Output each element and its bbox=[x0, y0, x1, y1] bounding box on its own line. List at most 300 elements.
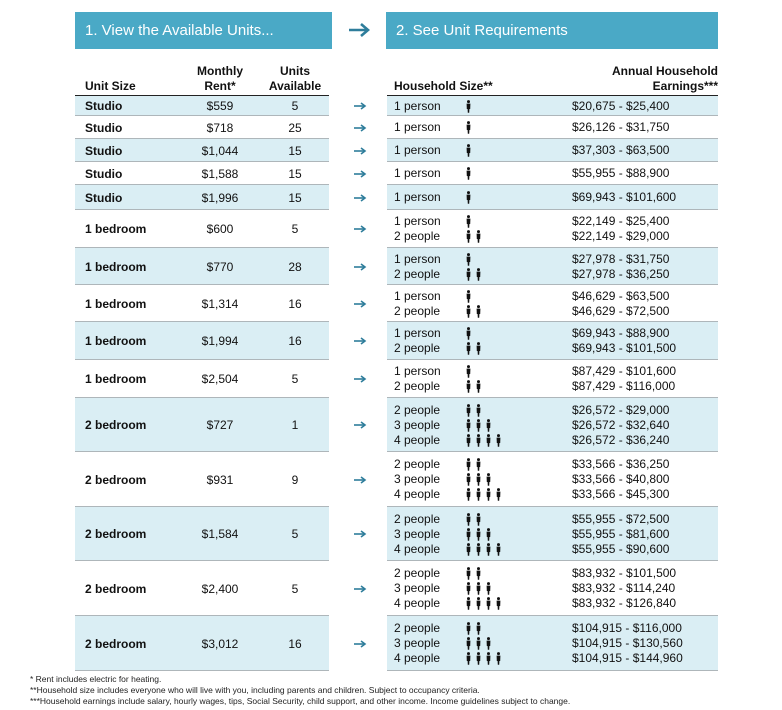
units-available: 28 bbox=[288, 259, 302, 274]
household-size: 1 person bbox=[394, 98, 441, 113]
person-icon bbox=[476, 419, 481, 432]
header-annual-earnings bbox=[568, 64, 718, 94]
person-icon bbox=[476, 434, 481, 447]
person-icon bbox=[466, 144, 471, 157]
footnote-earnings: ***Household earnings include salary, hourly wages, tips, Social Security, child support, and other income. Income guidelines subject to change. bbox=[30, 696, 571, 706]
household-figures bbox=[466, 527, 506, 542]
row-arrow bbox=[350, 561, 370, 616]
household-size: 3 people bbox=[394, 526, 441, 541]
household-size: 4 people bbox=[394, 596, 441, 610]
household-size-list bbox=[394, 398, 440, 452]
household-earnings: $104,915 - $144,960 bbox=[572, 651, 683, 665]
household-figures-list bbox=[466, 398, 506, 452]
row-arrow bbox=[350, 139, 370, 162]
person-icon bbox=[466, 513, 471, 526]
earnings-list bbox=[572, 210, 669, 248]
household-earnings: $37,303 - $63,500 bbox=[572, 143, 670, 157]
unit-size: Studio bbox=[85, 166, 123, 181]
household-earnings: $22,149 - $25,400 bbox=[572, 214, 670, 228]
row-arrow bbox=[350, 507, 370, 561]
arrow-right-icon bbox=[353, 123, 367, 133]
household-earnings: $26,126 - $31,750 bbox=[572, 120, 670, 134]
header-annual-earnings-line1: Annual Household bbox=[612, 64, 718, 78]
household-figures bbox=[466, 512, 506, 527]
person-icon bbox=[476, 597, 481, 610]
person-icon bbox=[466, 342, 471, 355]
household-size: 4 people bbox=[394, 487, 441, 501]
household-figures bbox=[466, 596, 506, 611]
arrow-right-icon bbox=[353, 169, 367, 179]
units-available: 25 bbox=[288, 120, 302, 135]
table-row bbox=[0, 507, 782, 561]
household-figures-list bbox=[466, 616, 506, 671]
person-icon bbox=[476, 230, 481, 243]
earnings-list bbox=[572, 116, 669, 139]
header-monthly-rent-line2: Rent* bbox=[204, 79, 236, 93]
household-figures bbox=[466, 120, 476, 135]
person-icon bbox=[466, 191, 471, 204]
table-row bbox=[0, 616, 782, 671]
arrow-right-icon bbox=[353, 336, 367, 346]
household-size: 1 person bbox=[394, 288, 441, 303]
person-icon bbox=[466, 167, 471, 180]
earnings-list bbox=[572, 616, 683, 671]
monthly-rent: $727 bbox=[206, 418, 234, 432]
household-size: 1 person bbox=[394, 120, 441, 134]
person-icon bbox=[486, 652, 491, 665]
arrow-right-icon bbox=[353, 101, 367, 111]
person-icon bbox=[466, 419, 471, 432]
household-size: 2 people bbox=[394, 266, 441, 281]
units-available: 16 bbox=[288, 334, 302, 348]
unit-size: Studio bbox=[85, 190, 123, 205]
household-earnings: $33,566 - $36,250 bbox=[572, 457, 670, 471]
household-size: 1 person bbox=[394, 214, 441, 228]
household-figures-list bbox=[466, 139, 476, 162]
units-available: 15 bbox=[288, 190, 302, 205]
person-icon bbox=[476, 513, 481, 526]
household-figures bbox=[466, 457, 506, 472]
household-earnings: $27,978 - $36,250 bbox=[572, 266, 670, 281]
units-available: 15 bbox=[288, 143, 302, 158]
household-figures bbox=[466, 636, 506, 651]
household-size: 4 people bbox=[394, 541, 441, 556]
monthly-rent: $559 bbox=[206, 99, 234, 113]
header-monthly-rent-line1: Monthly bbox=[197, 64, 243, 78]
unit-size: Studio bbox=[85, 99, 123, 113]
units-available: 5 bbox=[291, 372, 299, 386]
person-icon bbox=[496, 488, 501, 501]
monthly-rent: $2,400 bbox=[201, 581, 239, 596]
table-row bbox=[0, 210, 782, 248]
arrow-right-icon bbox=[353, 374, 367, 384]
person-icon bbox=[476, 528, 481, 541]
household-figures bbox=[466, 214, 486, 229]
person-icon bbox=[466, 637, 471, 650]
earnings-list bbox=[572, 561, 676, 616]
household-figures bbox=[466, 566, 506, 581]
person-icon bbox=[476, 380, 481, 393]
household-figures bbox=[466, 433, 506, 448]
person-icon bbox=[466, 253, 471, 266]
household-size: 2 people bbox=[394, 511, 441, 526]
person-icon bbox=[466, 473, 471, 486]
footnote-household: **Household size includes everyone who will live with you, including parents and children. Subject to occupancy criteria. bbox=[30, 685, 480, 695]
unit-size: 1 bedroom bbox=[85, 372, 147, 386]
household-figures bbox=[466, 143, 476, 158]
units-available: 15 bbox=[288, 166, 302, 181]
household-size: 4 people bbox=[394, 432, 441, 447]
household-size-list bbox=[394, 322, 441, 360]
table-row bbox=[0, 561, 782, 616]
household-figures-list bbox=[466, 185, 476, 210]
household-size-list bbox=[394, 116, 441, 139]
household-size: 2 people bbox=[394, 457, 441, 471]
household-earnings: $104,915 - $116,000 bbox=[572, 621, 682, 635]
person-icon bbox=[466, 380, 471, 393]
person-icon bbox=[476, 458, 481, 471]
arrow-right-icon bbox=[353, 146, 367, 156]
person-icon bbox=[466, 597, 471, 610]
monthly-rent: $1,044 bbox=[201, 143, 239, 158]
row-arrow bbox=[350, 185, 370, 210]
person-icon bbox=[486, 528, 491, 541]
person-icon bbox=[466, 543, 471, 556]
header-unit-size: Unit Size bbox=[85, 79, 136, 93]
household-size-list bbox=[394, 96, 441, 116]
arrow-right-icon bbox=[353, 584, 367, 594]
household-size-list bbox=[394, 616, 440, 671]
household-earnings: $26,572 - $36,240 bbox=[572, 432, 670, 447]
table-row bbox=[0, 162, 782, 185]
units-available: 5 bbox=[291, 99, 299, 113]
arrow-right-icon bbox=[353, 529, 367, 539]
household-size: 2 people bbox=[394, 229, 441, 243]
household-size: 2 people bbox=[394, 621, 441, 635]
person-icon bbox=[466, 458, 471, 471]
person-icon bbox=[496, 652, 501, 665]
person-icon bbox=[466, 567, 471, 580]
household-earnings: $69,943 - $101,500 bbox=[572, 341, 677, 355]
person-icon bbox=[496, 543, 501, 556]
arrow-right-icon bbox=[353, 639, 367, 649]
household-size: 2 people bbox=[394, 379, 441, 393]
household-earnings: $22,149 - $29,000 bbox=[572, 229, 670, 243]
earnings-list bbox=[572, 96, 669, 116]
person-icon bbox=[476, 404, 481, 417]
unit-size: 2 bedroom bbox=[85, 581, 147, 596]
earnings-list bbox=[572, 398, 669, 452]
person-icon bbox=[496, 597, 501, 610]
household-earnings: $87,429 - $116,000 bbox=[572, 379, 676, 393]
household-figures-list bbox=[466, 322, 486, 360]
table-row bbox=[0, 248, 782, 285]
row-arrow bbox=[350, 285, 370, 322]
household-earnings: $26,572 - $32,640 bbox=[572, 417, 670, 432]
household-earnings: $83,932 - $114,240 bbox=[572, 581, 676, 595]
household-figures-list bbox=[466, 162, 476, 185]
table-row bbox=[0, 360, 782, 398]
household-earnings: $83,932 - $101,500 bbox=[572, 566, 677, 580]
monthly-rent: $3,012 bbox=[201, 636, 239, 651]
household-earnings: $33,566 - $45,300 bbox=[572, 487, 670, 501]
row-arrow bbox=[350, 322, 370, 360]
header-annual-earnings-line2: Earnings*** bbox=[652, 79, 718, 93]
unit-size: 1 bedroom bbox=[85, 222, 147, 236]
unit-size: Studio bbox=[85, 120, 123, 135]
row-arrow bbox=[350, 616, 370, 671]
person-icon bbox=[476, 488, 481, 501]
arrow-right-icon bbox=[353, 193, 367, 203]
row-arrow bbox=[350, 360, 370, 398]
person-icon bbox=[466, 404, 471, 417]
monthly-rent: $1,996 bbox=[201, 190, 239, 205]
table-row bbox=[0, 116, 782, 139]
monthly-rent: $600 bbox=[206, 222, 234, 236]
unit-size: 1 bedroom bbox=[85, 334, 147, 348]
person-icon bbox=[466, 582, 471, 595]
person-icon bbox=[476, 652, 481, 665]
person-icon bbox=[466, 215, 471, 228]
person-icon bbox=[466, 121, 471, 134]
household-earnings: $55,955 - $88,900 bbox=[572, 166, 670, 180]
row-arrow bbox=[350, 96, 370, 116]
earnings-list bbox=[572, 322, 676, 360]
household-size: 2 people bbox=[394, 341, 441, 355]
household-size-list bbox=[394, 162, 441, 185]
person-icon bbox=[486, 473, 491, 486]
household-figures-list bbox=[466, 507, 506, 561]
household-size-list bbox=[394, 285, 441, 322]
person-icon bbox=[466, 365, 471, 378]
person-icon bbox=[466, 622, 471, 635]
unit-size: Studio bbox=[85, 143, 123, 158]
table-row bbox=[0, 139, 782, 162]
arrow-right-icon bbox=[346, 17, 372, 43]
units-available: 1 bbox=[291, 418, 299, 432]
household-size-list bbox=[394, 452, 440, 507]
household-figures-list bbox=[466, 360, 486, 398]
household-earnings: $46,629 - $63,500 bbox=[572, 288, 670, 303]
household-figures-list bbox=[466, 452, 506, 507]
earnings-list bbox=[572, 185, 676, 210]
units-available: 5 bbox=[291, 581, 299, 596]
person-icon bbox=[476, 473, 481, 486]
household-figures-list bbox=[466, 285, 486, 322]
household-size-list bbox=[394, 561, 440, 616]
table-row bbox=[0, 398, 782, 452]
person-icon bbox=[466, 327, 471, 340]
household-size: 3 people bbox=[394, 417, 441, 432]
household-figures bbox=[466, 621, 506, 636]
household-figures bbox=[466, 379, 486, 394]
banner-available-units bbox=[75, 12, 332, 49]
banner-unit-requirements-title: 2. See Unit Requirements bbox=[396, 22, 568, 39]
household-earnings: $26,572 - $29,000 bbox=[572, 402, 670, 417]
household-figures bbox=[466, 326, 486, 341]
household-size: 2 people bbox=[394, 303, 441, 318]
person-icon bbox=[466, 100, 471, 113]
person-icon bbox=[486, 637, 491, 650]
footnotes bbox=[30, 674, 570, 707]
monthly-rent: $770 bbox=[206, 259, 234, 274]
person-icon bbox=[466, 434, 471, 447]
arrow-right-icon bbox=[353, 420, 367, 430]
household-earnings: $27,978 - $31,750 bbox=[572, 251, 670, 266]
person-icon bbox=[486, 582, 491, 595]
person-icon bbox=[466, 230, 471, 243]
household-size-list bbox=[394, 210, 441, 248]
household-earnings: $20,675 - $25,400 bbox=[572, 98, 670, 113]
header-units-available-line2: Available bbox=[268, 79, 322, 93]
household-figures-list bbox=[466, 96, 476, 116]
household-earnings: $87,429 - $101,600 bbox=[572, 364, 677, 378]
household-earnings: $55,955 - $90,600 bbox=[572, 541, 670, 556]
household-figures bbox=[466, 403, 506, 418]
household-size: 1 person bbox=[394, 251, 441, 266]
row-arrow bbox=[350, 398, 370, 452]
household-figures bbox=[466, 651, 506, 666]
household-figures bbox=[466, 341, 486, 356]
table-row bbox=[0, 322, 782, 360]
person-icon bbox=[476, 342, 481, 355]
earnings-list bbox=[572, 139, 669, 162]
person-icon bbox=[486, 488, 491, 501]
arrow-right-icon bbox=[353, 299, 367, 309]
arrow-right-icon bbox=[353, 224, 367, 234]
household-size-list bbox=[394, 507, 440, 561]
household-figures bbox=[466, 304, 486, 319]
person-icon bbox=[466, 652, 471, 665]
banner-unit-requirements bbox=[386, 12, 718, 49]
row-arrow bbox=[350, 162, 370, 185]
header-monthly-rent bbox=[180, 64, 260, 94]
person-icon bbox=[496, 434, 501, 447]
units-available: 16 bbox=[288, 296, 302, 311]
person-icon bbox=[486, 597, 491, 610]
household-figures bbox=[466, 364, 486, 379]
monthly-rent: $931 bbox=[206, 472, 234, 487]
monthly-rent: $2,504 bbox=[201, 372, 239, 386]
household-earnings: $69,943 - $88,900 bbox=[572, 326, 670, 340]
household-size-list bbox=[394, 248, 441, 285]
units-available: 5 bbox=[291, 527, 299, 541]
household-size-list bbox=[394, 139, 441, 162]
units-available: 9 bbox=[291, 472, 299, 487]
household-size: 3 people bbox=[394, 581, 441, 595]
table-row bbox=[0, 452, 782, 507]
household-size: 4 people bbox=[394, 651, 441, 665]
household-earnings: $69,943 - $101,600 bbox=[572, 190, 677, 204]
household-size: 1 person bbox=[394, 364, 441, 378]
household-size: 3 people bbox=[394, 636, 441, 650]
household-figures bbox=[466, 252, 486, 267]
household-size-list bbox=[394, 185, 441, 210]
household-figures bbox=[466, 99, 476, 114]
header-household-size: Household Size** bbox=[394, 79, 493, 93]
household-earnings: $46,629 - $72,500 bbox=[572, 303, 670, 318]
person-icon bbox=[476, 567, 481, 580]
monthly-rent: $718 bbox=[206, 120, 234, 135]
person-icon bbox=[486, 419, 491, 432]
household-figures bbox=[466, 289, 486, 304]
header-units-available-line1: Units bbox=[280, 64, 310, 78]
household-figures bbox=[466, 229, 486, 244]
household-figures bbox=[466, 542, 506, 557]
household-size: 1 person bbox=[394, 326, 441, 340]
units-available: 16 bbox=[288, 636, 302, 651]
household-figures-list bbox=[466, 116, 476, 139]
household-figures-list bbox=[466, 248, 486, 285]
unit-size: 1 bedroom bbox=[85, 296, 147, 311]
household-figures-list bbox=[466, 210, 486, 248]
unit-size: 2 bedroom bbox=[85, 418, 147, 432]
unit-size: 2 bedroom bbox=[85, 472, 147, 487]
banner-available-units-title: 1. View the Available Units... bbox=[85, 22, 274, 39]
row-arrow bbox=[350, 210, 370, 248]
earnings-list bbox=[572, 285, 669, 322]
person-icon bbox=[466, 528, 471, 541]
household-size: 1 person bbox=[394, 190, 441, 204]
earnings-list bbox=[572, 162, 669, 185]
person-icon bbox=[476, 268, 481, 281]
arrow-right-icon bbox=[353, 475, 367, 485]
table-row bbox=[0, 96, 782, 116]
row-arrow bbox=[350, 248, 370, 285]
household-size-list bbox=[394, 360, 441, 398]
person-icon bbox=[486, 434, 491, 447]
monthly-rent: $1,588 bbox=[201, 166, 239, 181]
person-icon bbox=[466, 290, 471, 303]
row-arrow bbox=[350, 452, 370, 507]
person-icon bbox=[466, 305, 471, 318]
unit-size: 2 bedroom bbox=[85, 636, 147, 651]
person-icon bbox=[476, 582, 481, 595]
table-row bbox=[0, 185, 782, 210]
monthly-rent: $1,994 bbox=[201, 334, 239, 348]
earnings-list bbox=[572, 248, 669, 285]
household-figures bbox=[466, 418, 506, 433]
row-arrow bbox=[350, 116, 370, 139]
person-icon bbox=[466, 268, 471, 281]
unit-size: 1 bedroom bbox=[85, 259, 147, 274]
household-earnings: $33,566 - $40,800 bbox=[572, 472, 670, 486]
household-figures bbox=[466, 581, 506, 596]
person-icon bbox=[476, 305, 481, 318]
household-figures bbox=[466, 190, 476, 205]
household-figures bbox=[466, 267, 486, 282]
header-units-available bbox=[255, 64, 335, 94]
household-size: 3 people bbox=[394, 472, 441, 486]
arrow-right-icon bbox=[353, 262, 367, 272]
person-icon bbox=[476, 637, 481, 650]
footnote-rent: * Rent includes electric for heating. bbox=[30, 674, 162, 684]
monthly-rent: $1,314 bbox=[201, 296, 239, 311]
earnings-list bbox=[572, 507, 669, 561]
household-earnings: $104,915 - $130,560 bbox=[572, 636, 683, 650]
earnings-list bbox=[572, 452, 669, 507]
household-size: 2 people bbox=[394, 402, 441, 417]
household-figures bbox=[466, 487, 506, 502]
person-icon bbox=[476, 543, 481, 556]
person-icon bbox=[486, 543, 491, 556]
household-earnings: $55,955 - $72,500 bbox=[572, 511, 670, 526]
earnings-list bbox=[572, 360, 676, 398]
household-earnings: $83,932 - $126,840 bbox=[572, 596, 677, 610]
table-row bbox=[0, 285, 782, 322]
units-available: 5 bbox=[291, 222, 299, 236]
household-size: 1 person bbox=[394, 166, 441, 180]
